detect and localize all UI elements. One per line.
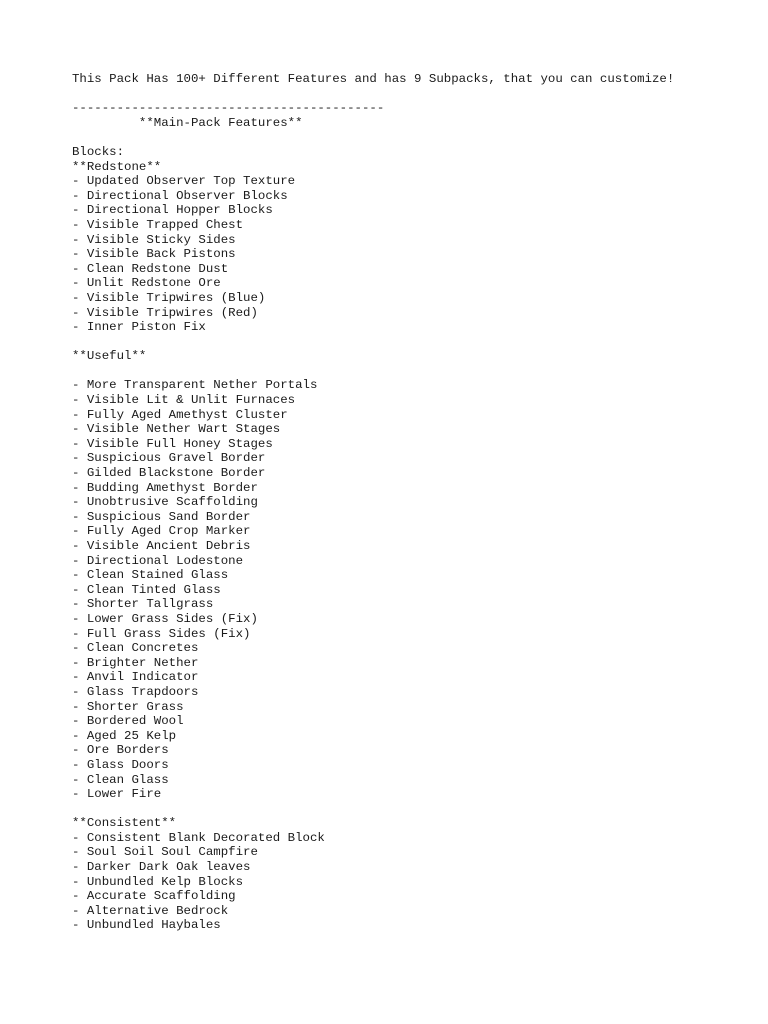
feature-list-item: - Updated Observer Top Texture [72, 174, 296, 189]
blocks-heading: Blocks: [72, 144, 125, 159]
feature-list-item: - Bordered Wool [72, 714, 184, 729]
blank-line [72, 335, 752, 350]
blank-line [72, 130, 752, 145]
feature-list-item: - Unobtrusive Scaffolding [72, 495, 258, 510]
document-text [72, 72, 752, 933]
feature-list-item: - Lower Fire [72, 787, 162, 802]
feature-list-item: - Alternative Bedrock [72, 903, 229, 918]
feature-list-item: - Aged 25 Kelp [72, 728, 177, 743]
feature-list-item: - Suspicious Gravel Border [72, 451, 266, 466]
feature-list-item: - Visible Lit & Unlit Furnaces [72, 393, 296, 408]
feature-list-item: - Anvil Indicator [72, 670, 199, 685]
feature-list-item: - Visible Full Honey Stages [72, 436, 273, 451]
feature-list-item: - Visible Sticky Sides [72, 232, 236, 247]
feature-list-item: - Shorter Grass [72, 699, 184, 714]
feature-list-item: - Glass Trapdoors [72, 684, 199, 699]
feature-list-item: - Shorter Tallgrass [72, 597, 214, 612]
feature-list-item: - Accurate Scaffolding [72, 889, 236, 904]
feature-list-item: - Clean Glass [72, 772, 169, 787]
feature-list-item: - Consistent Blank Decorated Block [72, 830, 325, 845]
blank-line [72, 802, 752, 817]
main-pack-heading: **Main-Pack Features** [72, 115, 303, 130]
feature-list-item: - Inner Piston Fix [72, 320, 206, 335]
blank-line [72, 87, 752, 102]
feature-list-item: - Brighter Nether [72, 655, 199, 670]
feature-list-item: - Full Grass Sides (Fix) [72, 626, 251, 641]
feature-list-item: - Clean Tinted Glass [72, 582, 221, 597]
feature-list-item: - Budding Amethyst Border [72, 480, 258, 495]
blank-line [72, 364, 752, 379]
feature-list-item: - More Transparent Nether Portals [72, 378, 318, 393]
feature-list-item: - Clean Concretes [72, 641, 199, 656]
feature-list-item: - Gilded Blackstone Border [72, 466, 266, 481]
section-heading: **Consistent** [72, 816, 177, 831]
feature-list-item: - Darker Dark Oak leaves [72, 860, 251, 875]
feature-list-item: - Clean Stained Glass [72, 568, 229, 583]
section-heading: **Useful** [72, 349, 147, 364]
feature-list-item: - Fully Aged Amethyst Cluster [72, 407, 288, 422]
feature-list-item: - Directional Lodestone [72, 553, 244, 568]
feature-list-item: - Visible Ancient Debris [72, 539, 251, 553]
feature-list-item: - Visible Trapped Chest [72, 217, 244, 232]
feature-list-item: - Clean Redstone Dust [72, 261, 229, 276]
feature-list-item: - Soul Soil Soul Campfire [72, 845, 258, 860]
feature-list-item: - Directional Hopper Blocks [72, 203, 273, 218]
feature-list-item: - Lower Grass Sides (Fix) [72, 611, 258, 626]
feature-list-item: - Unlit Redstone Ore [72, 276, 221, 291]
feature-list-item: - Visible Tripwires (Blue) [72, 290, 266, 305]
feature-list-item: - Visible Nether Wart Stages [72, 422, 281, 437]
feature-list-item: - Unbundled Kelp Blocks [72, 874, 244, 889]
feature-list-item: - Unbundled Haybales [72, 918, 221, 933]
feature-list-item: - Directional Observer Blocks [72, 188, 288, 203]
section-heading: **Redstone** [72, 159, 162, 174]
feature-list-item: - Fully Aged Crop Marker [72, 524, 251, 539]
separator-line: ------------------------------------------ [72, 101, 385, 116]
feature-list-item: - Glass Doors [72, 757, 169, 772]
feature-list-item: - Visible Tripwires (Red) [72, 305, 258, 320]
intro-line: This Pack Has 100+ Different Features and has 9 Subpacks, that you can customize! [72, 72, 675, 86]
feature-list-item: - Ore Borders [72, 743, 169, 758]
feature-list-item: - Visible Back Pistons [72, 247, 236, 262]
feature-list-item: - Suspicious Sand Border [72, 509, 251, 524]
